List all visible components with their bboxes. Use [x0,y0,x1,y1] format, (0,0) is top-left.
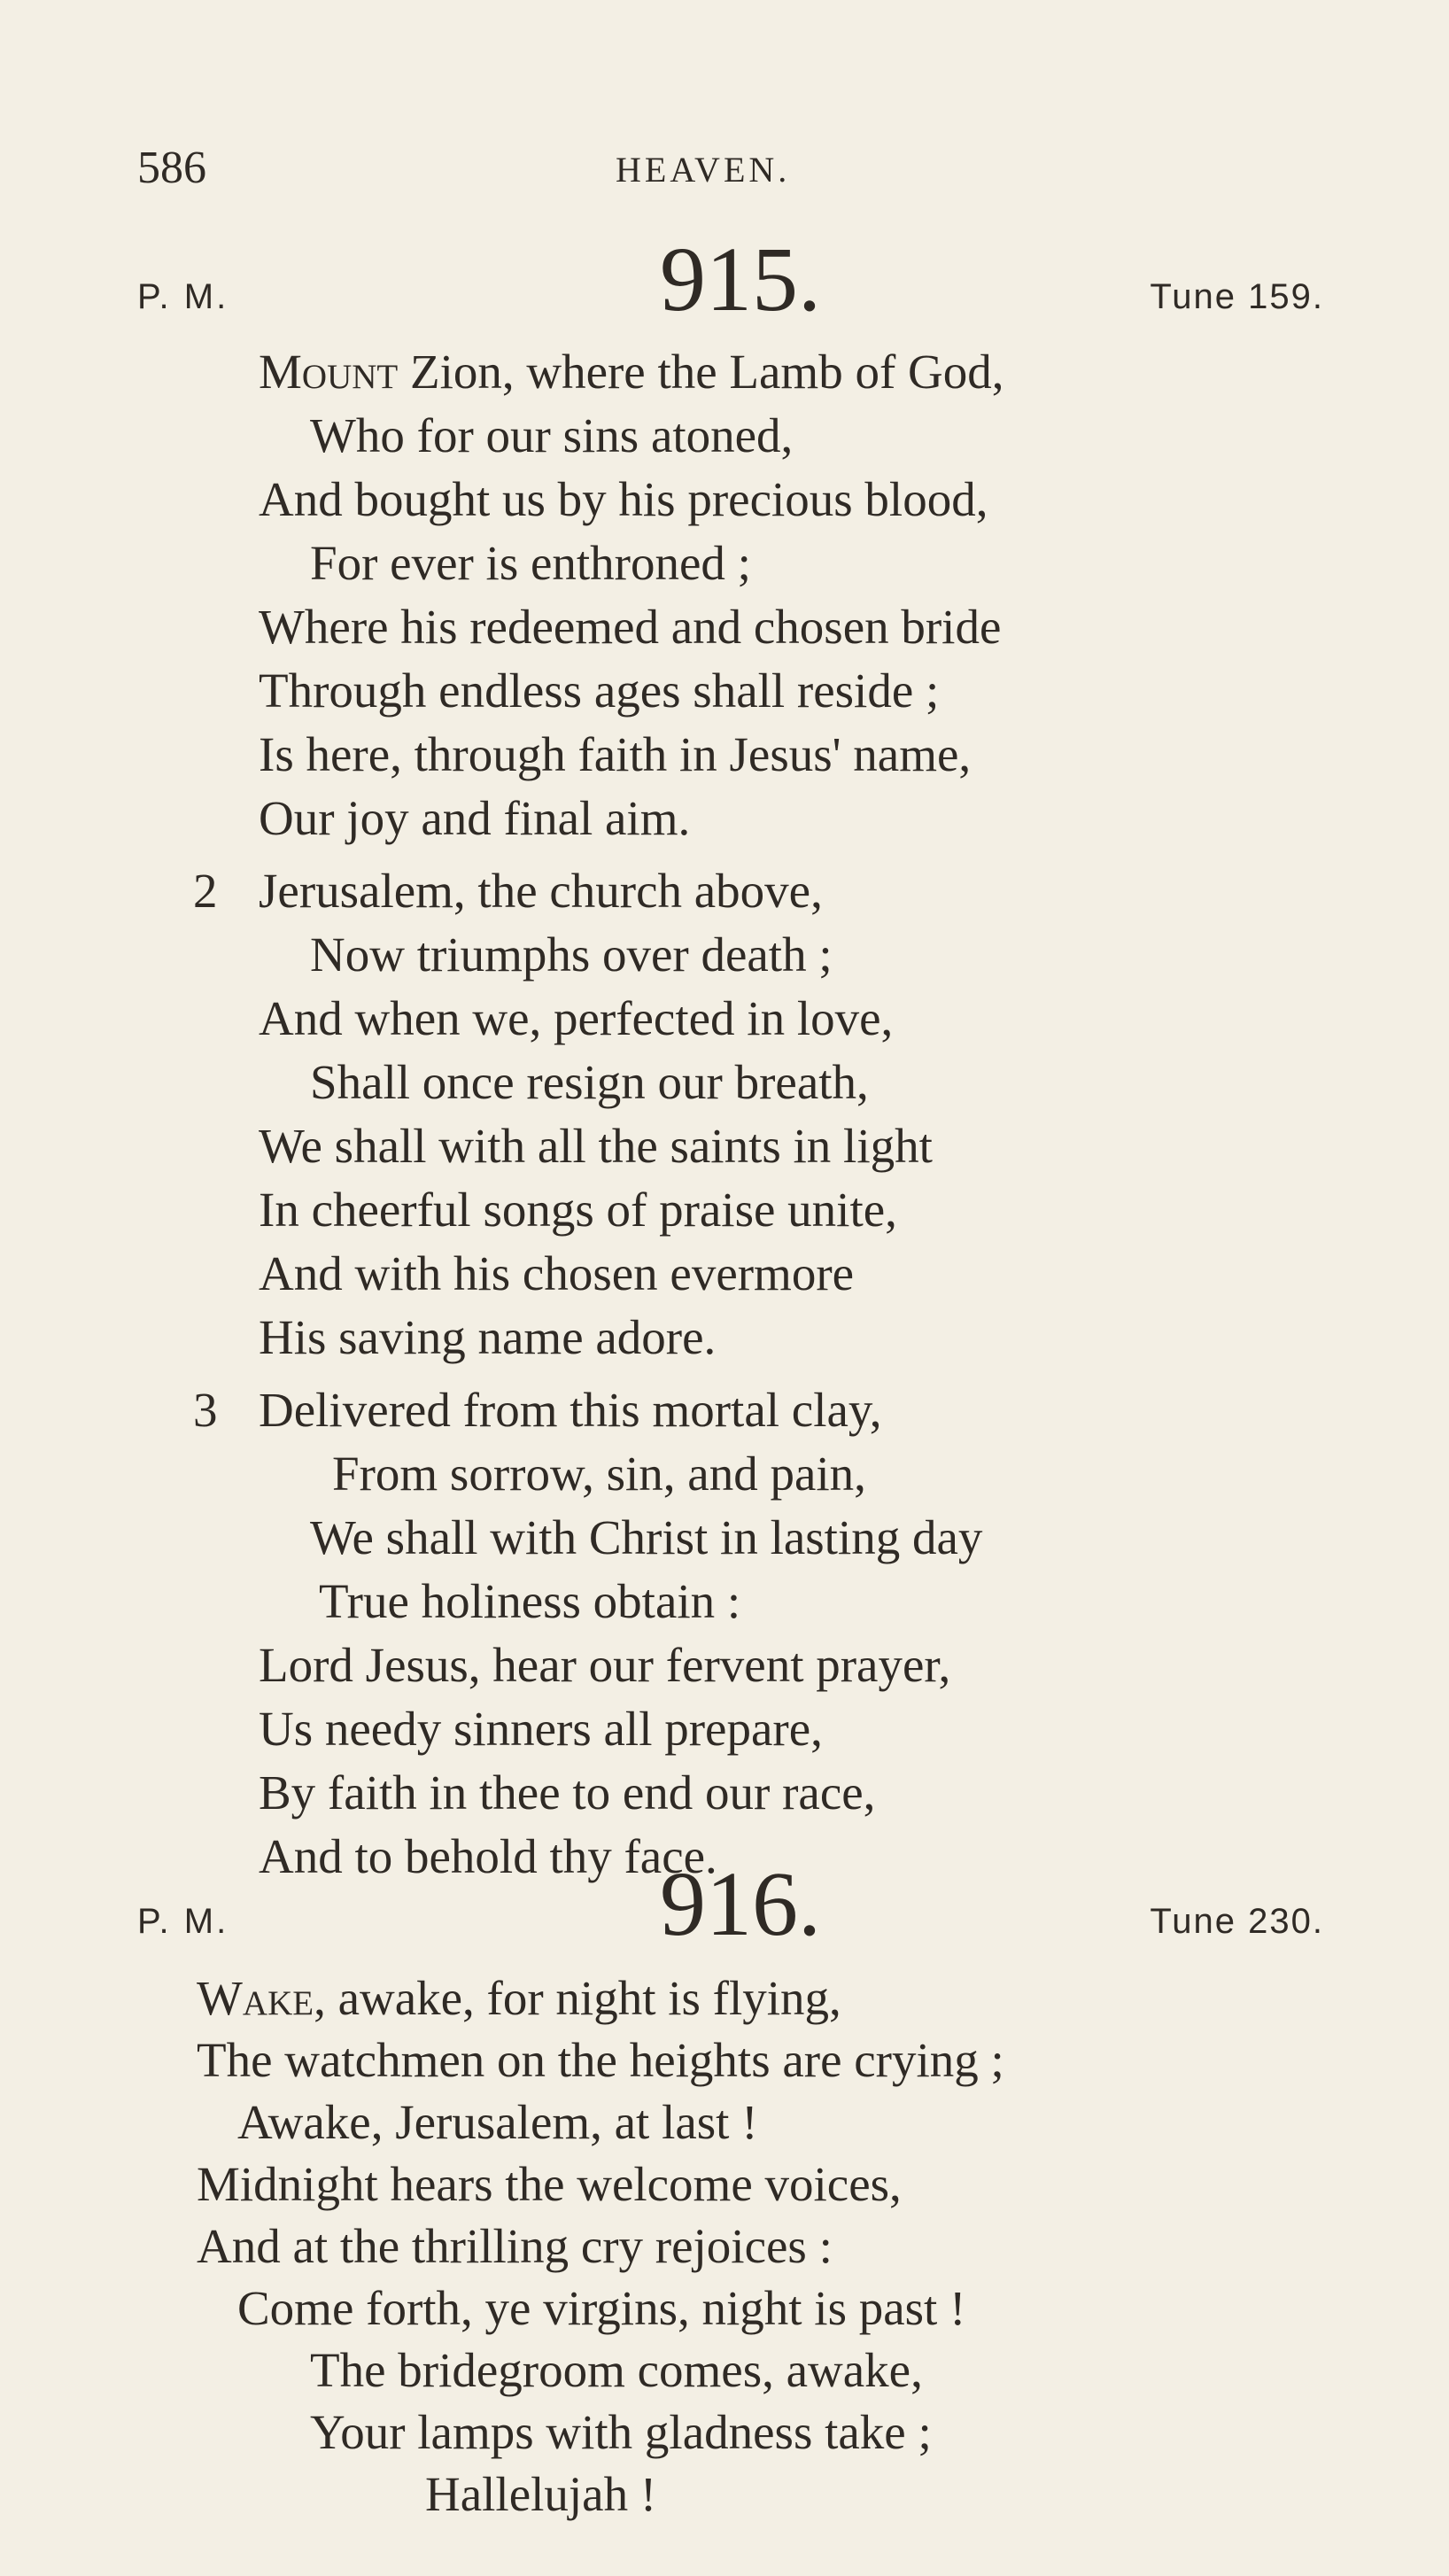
verse-line: For ever is enthroned ; [310,536,751,590]
verse-line: By faith in thee to end our race, [259,1765,876,1819]
verse-line: And bought us by his precious blood, [259,472,988,526]
verse-line: Is here, through faith in Jesus' name, [259,727,972,781]
running-title: HEAVEN. [616,150,791,190]
verse-line: Delivered from this mortal clay, [259,1383,882,1437]
verse-line: Come forth, ye virgins, night is past ! [237,2281,966,2335]
verse-line: Midnight hears the welcome voices, [197,2157,902,2211]
verse-line: And when we, perfected in love, [259,991,894,1045]
verse-line: Now triumphs over death ; [310,927,833,982]
verse-line: The bridegroom comes, awake, [310,2343,923,2397]
verse-line: Our joy and final aim. [259,791,691,845]
running-head [137,142,1312,195]
verse-line: And at the thrilling cry rejoices : [197,2219,833,2273]
verse-line: In cheerful songs of praise unite, [259,1183,897,1237]
hymn-915-header [137,229,1324,330]
hymn-916-header [137,1853,1324,1955]
verse-line: Jerusalem, the church above, [259,864,823,918]
verse-line: Awake, Jerusalem, at last ! [237,2095,758,2149]
hymn-meter: P. M. [137,277,229,316]
verse-line: We shall with all the saints in light [259,1119,933,1173]
hymn-tune: Tune 159. [1150,277,1324,316]
verse-line: Through endless ages shall reside ; [259,663,940,718]
verse-line: Wake, awake, for night is flying, [197,1971,841,2025]
verse-line: His saving name adore. [259,1310,717,1364]
verse-line: The watchmen on the heights are crying ; [197,2033,1004,2087]
verse-line: And with his chosen evermore [259,1246,855,1300]
verse-line: Who for our sins atoned, [310,408,794,462]
verse-line: Shall once resign our breath, [310,1055,869,1109]
first-word: Wake [197,1971,314,2025]
verse-line: Where his redeemed and chosen bride [259,600,1002,654]
stanza-number: 3 [193,1383,218,1437]
verse-line: We shall with Christ in lasting day [310,1510,983,1564]
hymn-meter: P. M. [137,1902,229,1941]
verse-line: From sorrow, sin, and pain, [332,1447,866,1501]
verse-line: And to behold thy face. [259,1829,717,1883]
hymn-tune: Tune 230. [1150,1902,1324,1941]
verse-line: Your lamps with gladness take ; [310,2405,932,2459]
verse-line: True holiness obtain : [319,1574,741,1628]
page-number: 586 [137,143,206,193]
verse-line: Lord Jesus, hear our fervent prayer, [259,1638,951,1692]
verse-line: Hallelujah ! [425,2467,657,2521]
verse-line: Us needy sinners all prepare, [259,1702,823,1756]
first-word: Mount [259,345,399,399]
hymn-number: 916. [660,1853,821,1955]
stanza-number: 2 [193,864,218,918]
hymn-number: 915. [660,229,821,330]
verse-line: Mount Zion, where the Lamb of God, [259,345,1004,399]
